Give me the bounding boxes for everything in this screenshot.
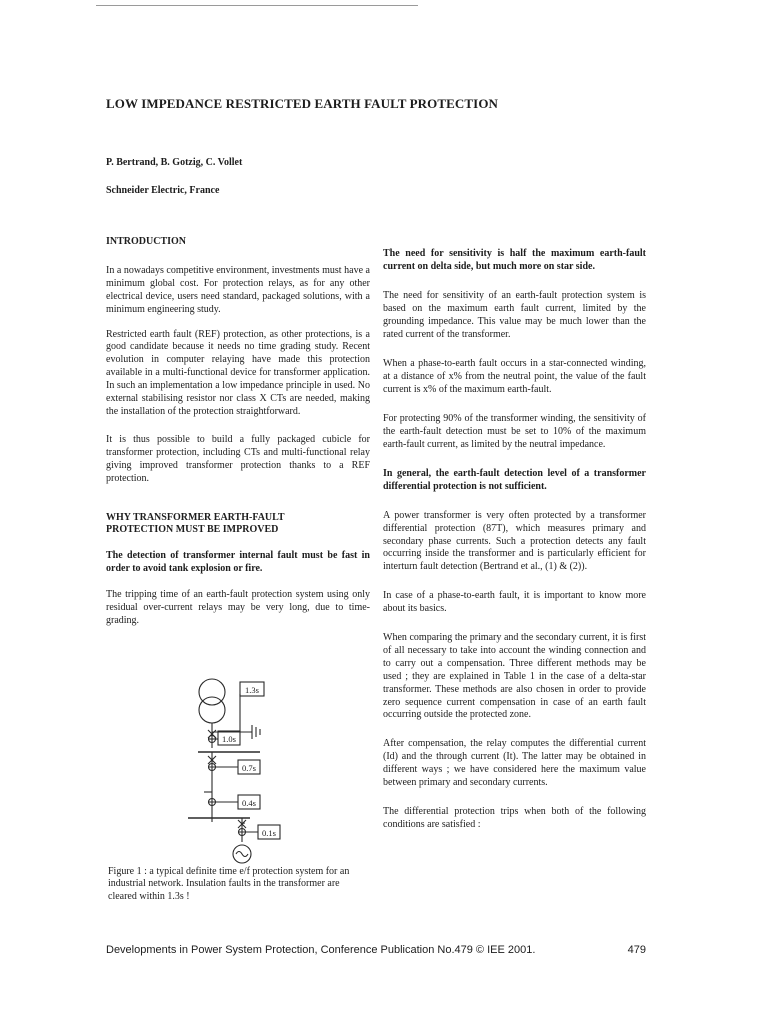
paper-title: LOW IMPEDANCE RESTRICTED EARTH FAULT PROTECTION [106, 96, 499, 111]
right-subheading-1: The need for sensitivity is half the maximum earth-fault current on delta side, but much more on star side. [383, 248, 646, 272]
left-column [106, 236, 370, 640]
why-heading: WHY TRANSFORMER EARTH-FAULT PROTECTION MUST BE IMPROVED [106, 511, 285, 536]
right-paragraph-8: The differential protection trips when both of the following conditions are satisfied : [383, 806, 646, 830]
relay-label-2: 1.0s [222, 734, 236, 744]
relay-label-1: 1.3s [245, 685, 259, 695]
footer-venue: Developments in Power System Protection, Conference Publication No.479 © IEE 2001. [106, 944, 536, 956]
right-paragraph-6: When comparing the primary and the secondary current, it is first of all necessary to take into account the winding connection and to carry out a compensation. Three different methods may be used ; they are explained in Table 1 in the case of a delta-star transformer. These methods are also chosen in order to provide zero sequence current compensation in case of an earth fault occurring outside the protected zone. [383, 632, 646, 721]
intro-paragraph-1: In a nowadays competitive environment, investments must have a minimum global cost. For protection relays, as for any other electrical device, users need standard, packaged solutions, with a minimum engineering study. [106, 264, 370, 315]
right-paragraph-3: For protecting 90% of the transformer winding, the sensitivity of the earth-fault detection must be set to 10% of the maximum earth-fault current, as limited by the neutral impedance. [383, 413, 646, 450]
why-paragraph-1: The tripping time of an earth-fault protection system using only residual over-current relays may be very long, due to time-grading. [106, 589, 370, 626]
figure-1-diagram [160, 672, 300, 867]
figure-caption: Figure 1 : a typical definite time e/f protection system for an industrial network. Insulation faults in the transformer are cleared within 1.3s ! [108, 866, 350, 902]
top-rule [96, 5, 418, 6]
relay-label-4: 0.4s [242, 798, 256, 808]
authors: P. Bertrand, B. Gotzig, C. Vollet [106, 157, 243, 168]
affiliation: Schneider Electric, France [106, 185, 220, 196]
right-paragraph-1: The need for sensitivity of an earth-fault protection system is based on the maximum earth fault current, limited by the grounding impedance. This value may be much lower than the rated current of the transformer. [383, 289, 646, 340]
right-paragraph-2: When a phase-to-earth fault occurs in a star-connected winding, at a distance of x% from the neutral point, the value of the fault current is x% of the maximum earth-fault. [383, 358, 646, 396]
relay-label-5: 0.1s [262, 828, 276, 838]
right-column [383, 248, 646, 844]
intro-paragraph-2: Restricted earth fault (REF) protection, as other protections, is a good candidate because it needs no time grading study. Recent evolution in computer relaying have made this protection available in a multi-functional device for transformer application. In such an implementation a low impedance principle in used. No external stabilising resistor nor class X CTs are needed, making the installation of the protection straightforward. [106, 328, 370, 417]
transformer-symbol [199, 679, 225, 723]
relay-label-3: 0.7s [242, 763, 256, 773]
page-number: 479 [627, 944, 646, 956]
generator-wave [236, 852, 248, 857]
ground-symbol [252, 725, 260, 739]
why-subheading: The detection of transformer internal fault must be fast in order to avoid tank explosion or fire. [106, 550, 370, 575]
right-paragraph-4: A power transformer is very often protected by a transformer differential protection (87T), which measures primary and secondary phase currents. Such a protection detects any fault occurring inside the transformer and is particularly efficient for interturn fault detection (Bertrand et al., (1) & (2)). [383, 509, 646, 573]
right-subheading-2: In general, the earth-fault detection level of a transformer differential protection is not sufficient. [383, 467, 646, 492]
right-paragraph-7: After compensation, the relay computes the differential current (Id) and the through current (It). The latter may be obtained in different ways ; we have considered here the maximum value between primary and secondary currents. [383, 738, 646, 789]
right-paragraph-5: In case of a phase-to-earth fault, it is important to know more about its basics. [383, 590, 646, 615]
introduction-heading: INTRODUCTION [106, 236, 187, 247]
intro-paragraph-3: It is thus possible to build a fully packaged cubicle for transformer protection, including CTs and multi-functional relay giving improved transformer protection thanks to a REF protection. [106, 433, 370, 484]
